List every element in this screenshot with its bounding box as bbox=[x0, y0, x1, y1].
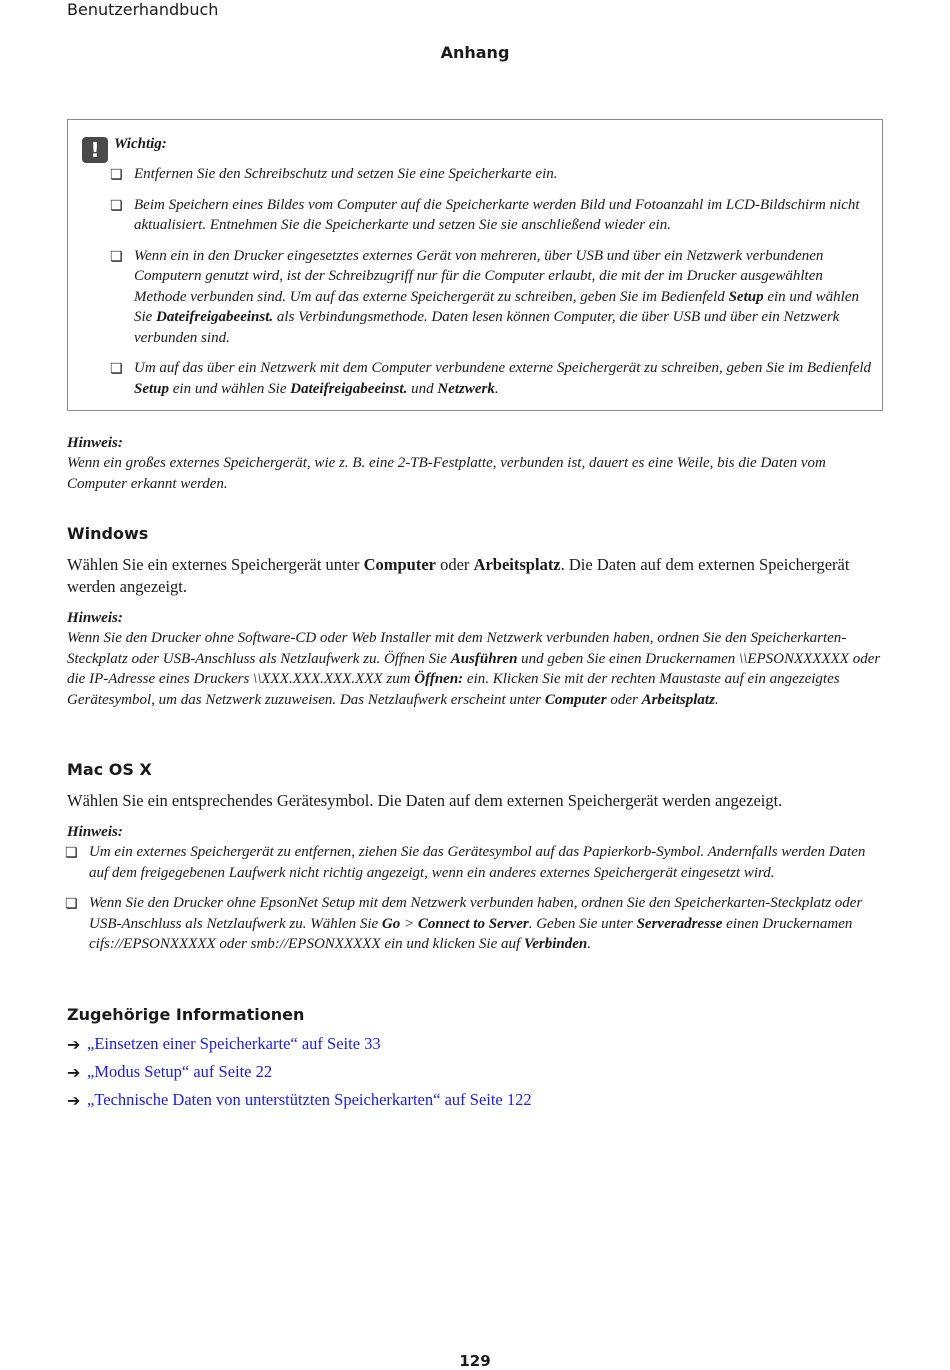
text-run: Wenn Sie den Drucker ohne EpsonNet Setup mit dem Netzwerk verbunden haben, ordnen Sie den Speicherkarten-Steckplatz oder USB-Anschluss als Netzlaufwerk zu. Wählen Sie bbox=[89, 895, 863, 932]
list-item bbox=[110, 358, 874, 399]
emphasis-text: Öffnen: bbox=[414, 671, 464, 687]
related-link[interactable]: „Technische Daten von unterstützten Speicherkarten“ auf Seite 122 bbox=[87, 1090, 532, 1109]
text-run: Um ein externes Speichergerät zu entfernen, ziehen Sie das Gerätesymbol auf das Papierkorb-Symbol. Andernfalls werden Daten auf dem freigegebenen Laufwerk nicht richtig angezeigt, wenn ein anderes externes Speichergerät eingesetzt wird. bbox=[89, 844, 866, 881]
emphasis-text: Arbeitsplatz bbox=[473, 555, 561, 574]
text-run: oder bbox=[435, 555, 474, 574]
text-run: Um auf das über ein Netzwerk mit dem Computer verbundene externe Speichergerät zu schreiben, geben Sie im Bedienfeld bbox=[134, 360, 872, 376]
note-storage bbox=[67, 433, 883, 494]
mac-heading: Mac OS X bbox=[67, 760, 152, 779]
note-text: Wenn ein großes externes Speichergerät, wie z. B. eine 2-TB-Festplatte, verbunden ist, dauert es eine Weile, bis die Daten vom Computer erkannt werden. bbox=[67, 455, 826, 492]
text-run: . bbox=[714, 691, 719, 708]
note-label: Hinweis: bbox=[67, 435, 123, 451]
emphasis-text: Computer bbox=[544, 691, 607, 708]
emphasis-text: Netzwerk bbox=[437, 380, 495, 397]
note-label: Hinweis: bbox=[67, 824, 123, 840]
related-link[interactable]: „Modus Setup“ auf Seite 22 bbox=[87, 1062, 273, 1081]
note-windows bbox=[67, 608, 883, 710]
related-heading: Zugehörige Informationen bbox=[67, 1005, 305, 1024]
list-item bbox=[65, 893, 885, 955]
text-run: Wählen Sie ein externes Speichergerät unter bbox=[67, 555, 364, 574]
checkbox-bullet-icon: ❏ bbox=[110, 197, 123, 214]
emphasis-text: Dateifreigabeeinst. bbox=[290, 380, 408, 397]
windows-heading: Windows bbox=[67, 524, 149, 543]
checkbox-bullet-icon: ❏ bbox=[65, 896, 78, 912]
emphasis-text: Setup bbox=[134, 380, 170, 397]
text-run: und geben Sie einen Druckernamen \\EPSONXXXXXX oder die IP-Adresse eines Druckers \\XXX.XXX.XXX.XXX zum bbox=[67, 650, 881, 687]
emphasis-text: Go bbox=[381, 915, 401, 932]
text-run: oder bbox=[606, 691, 642, 708]
text-run: ein und wählen Sie bbox=[169, 380, 291, 397]
emphasis-text: Dateifreigabeeinst. bbox=[156, 309, 274, 325]
text-run: > bbox=[400, 915, 418, 932]
note-label: Hinweis: bbox=[67, 610, 123, 626]
text-run: Entfernen Sie den Schreibschutz und setzen Sie eine Speicherkarte ein. bbox=[134, 166, 558, 182]
mac-body: Wählen Sie ein entsprechendes Gerätesymbol. Die Daten auf dem externen Speichergerät werden angezeigt. bbox=[67, 791, 783, 810]
arrow-right-icon: ➔ bbox=[67, 1063, 81, 1082]
checkbox-bullet-icon: ❏ bbox=[110, 361, 123, 377]
emphasis-text: Verbinden bbox=[523, 936, 588, 952]
text-run: . Geben Sie unter bbox=[528, 915, 637, 932]
exclamation-icon: ! bbox=[82, 137, 108, 163]
emphasis-text: Arbeitsplatz bbox=[641, 691, 715, 708]
mac-note-list bbox=[65, 842, 885, 955]
note-text bbox=[67, 628, 883, 710]
related-link[interactable]: „Einsetzen einer Speicherkarte“ auf Seite 33 bbox=[87, 1034, 381, 1053]
text-run: Wenn ein in den Drucker eingesetztes externes Gerät von mehreren, über USB und über ein Netzwerk verbundenen Computern genutzt wird, ist der Schreibzugriff nur für die Computer erlaubt, die mit der im Drucker ausgewählten Methode verbunden sind. Um auf das externe Speichergerät zu schreiben, geben Sie im Bedienfeld bbox=[134, 247, 824, 305]
emphasis-text: Ausführen bbox=[450, 650, 518, 667]
note-mac bbox=[67, 822, 883, 842]
text-run: . bbox=[587, 936, 591, 952]
list-item bbox=[110, 164, 874, 185]
emphasis-text: Setup bbox=[728, 288, 764, 305]
text-run: ein. Klicken Sie mit der rechten Maustaste auf ein angezeigtes Gerätesymbol, um das Netzwerk zuzuweisen. Das Netzlaufwerk erscheint unter bbox=[67, 671, 840, 708]
list-item bbox=[110, 195, 874, 236]
checkbox-bullet-icon: ❏ bbox=[110, 248, 123, 265]
list-item bbox=[65, 842, 885, 883]
text-run: einen Druckernamen cifs://EPSONXXXXX oder smb://EPSONXXXXX ein und klicken Sie auf bbox=[89, 915, 853, 952]
windows-body bbox=[67, 554, 867, 597]
text-run: . Die Daten auf dem externen Speichergerät werden angezeigt. bbox=[67, 555, 850, 596]
emphasis-text: Serveradresse bbox=[636, 915, 723, 932]
checkbox-bullet-icon: ❏ bbox=[65, 845, 78, 861]
text-run: Beim Speichern eines Bildes vom Computer auf die Speicherkarte werden Bild und Fotoanzahl im LCD-Bildschirm nicht aktualisiert. Entnehmen Sie die Speicherkarte und setzen Sie sie anschließend wieder ein. bbox=[134, 196, 860, 233]
emphasis-text: Computer bbox=[363, 555, 436, 574]
text-run: Wenn Sie den Drucker ohne Software-CD oder Web Installer mit dem Netzwerk verbunden haben, ordnen Sie den Speicherkarten-Steckplatz oder USB-Anschluss als Netzlaufwerk zu. Öffnen Sie bbox=[67, 630, 847, 667]
checkbox-bullet-icon: ❏ bbox=[110, 167, 123, 183]
running-head: Benutzerhandbuch bbox=[67, 0, 219, 19]
text-run: als Verbindungsmethode. Daten lesen können Computer, die über USB und über ein Netzwerk verbunden sind. bbox=[134, 309, 840, 346]
important-box bbox=[67, 119, 883, 411]
chapter-title: Anhang bbox=[440, 43, 510, 62]
important-title: Wichtig: bbox=[114, 136, 167, 152]
text-run: . bbox=[494, 380, 499, 397]
list-item bbox=[110, 246, 874, 349]
arrow-right-icon: ➔ bbox=[67, 1091, 81, 1110]
arrow-right-icon: ➔ bbox=[67, 1035, 81, 1054]
page-number: 129 bbox=[459, 1352, 491, 1370]
emphasis-text: Connect to Server bbox=[417, 915, 529, 932]
text-run: und bbox=[407, 380, 438, 397]
text-run: ein und wählen Sie bbox=[134, 288, 859, 325]
important-list bbox=[110, 164, 874, 399]
